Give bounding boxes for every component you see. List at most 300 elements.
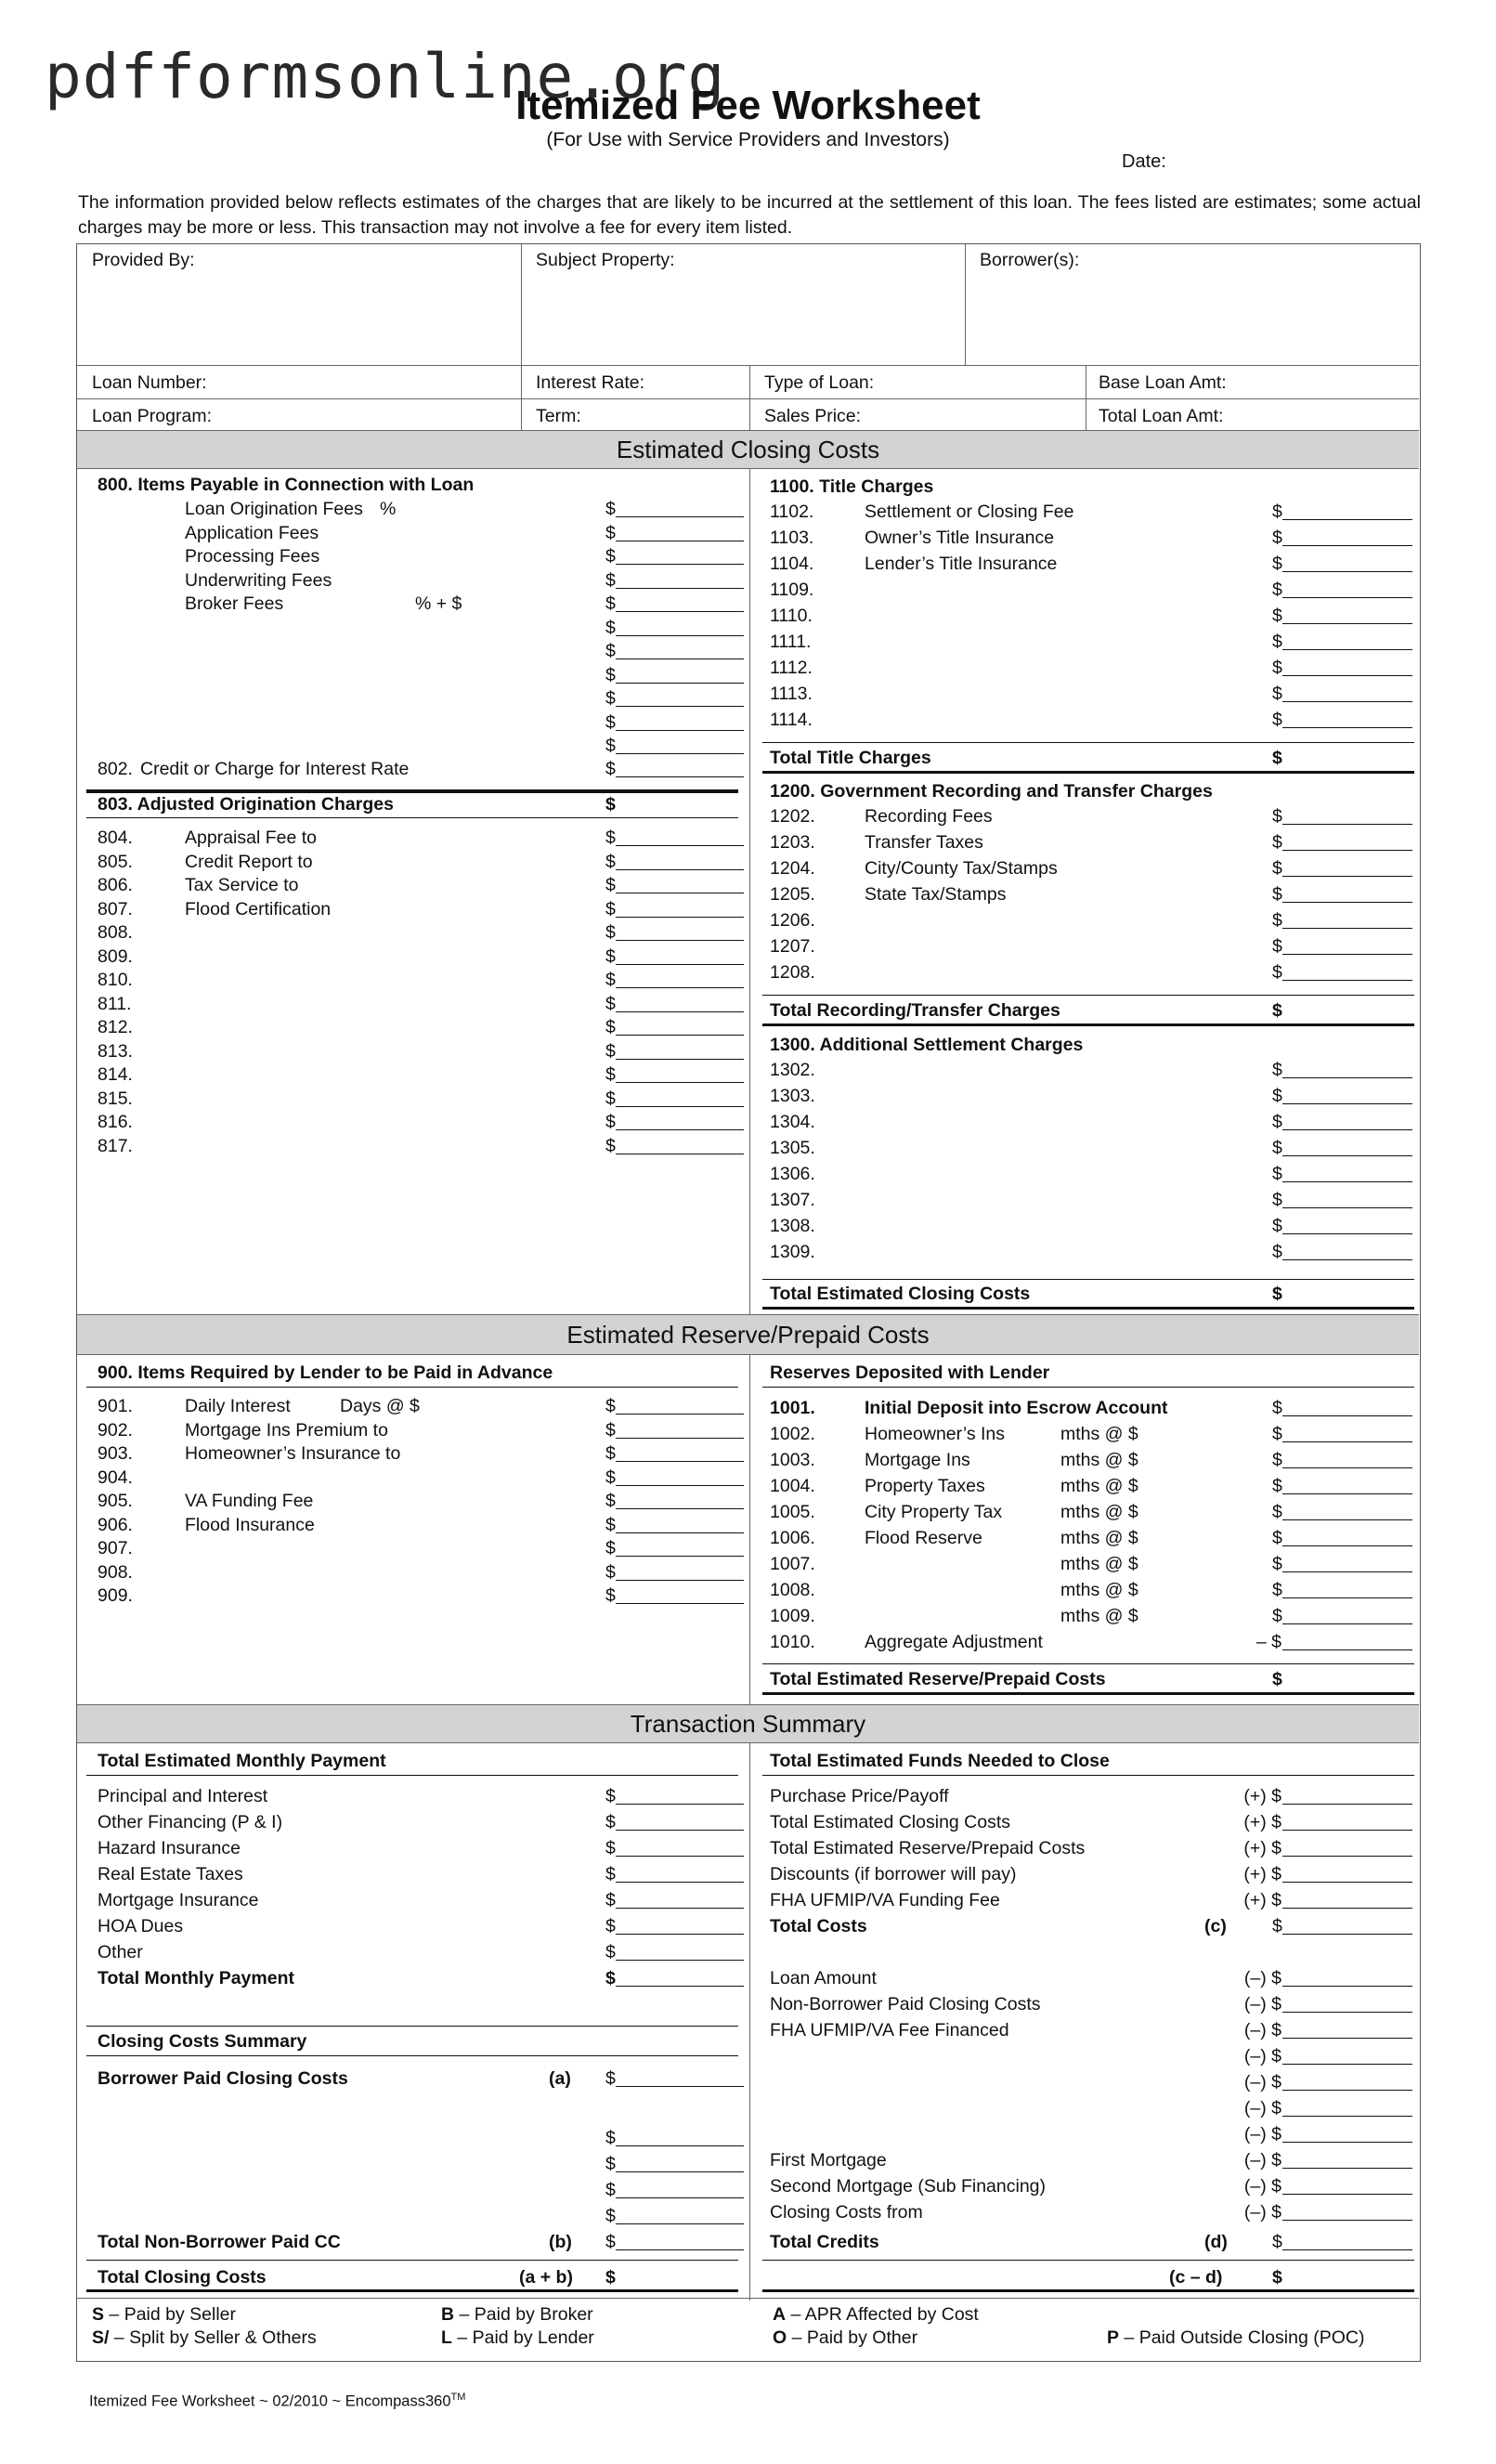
heading-1300: 1300. Additional Settlement Charges <box>770 1035 1084 1055</box>
amount-field[interactable] <box>616 940 744 941</box>
dollar-sign: $ <box>1272 1060 1282 1080</box>
item-number: 1001. <box>770 1398 815 1418</box>
amount-field[interactable] <box>1282 701 1412 702</box>
item-number: 1111. <box>770 632 812 652</box>
item-number: 808. <box>98 922 133 943</box>
dollar-sign: $ <box>605 970 616 990</box>
total-loan-amt-field[interactable]: Total Loan Amt: <box>1099 406 1224 426</box>
amount-field[interactable] <box>616 1508 744 1509</box>
dollar-sign: $ <box>605 2128 616 2148</box>
dollar-sign: $ <box>1272 1669 1282 1689</box>
item-label: Tax Service to <box>185 875 299 895</box>
dollar-sign: $ <box>1272 1190 1282 1210</box>
heading-funds: Total Estimated Funds Needed to Close <box>770 1751 1110 1771</box>
amount-field[interactable] <box>616 588 744 589</box>
dollar-sign: $ <box>605 1942 616 1962</box>
minus-dollar: (–) $ <box>1243 2046 1281 2066</box>
amount-field[interactable] <box>1282 1077 1412 1078</box>
legend-item: B – Paid by Broker <box>441 2304 593 2325</box>
item-label: State Tax/Stamps <box>865 884 1007 905</box>
item-label: Second Mortgage (Sub Financing) <box>770 2176 1047 2197</box>
dollar-sign: $ <box>605 522 616 543</box>
amount-field[interactable] <box>1282 1519 1412 1520</box>
divider-line <box>86 2026 738 2027</box>
amount-field[interactable] <box>1282 928 1412 929</box>
dollar-sign: $ <box>605 2068 616 2089</box>
heading-1200: 1200. Government Recording and Transfer Charges <box>770 781 1213 802</box>
item-number: 815. <box>98 1088 133 1109</box>
amount-field[interactable] <box>616 776 744 777</box>
amount-field[interactable] <box>1282 519 1412 520</box>
item-label: Mortgage Ins <box>865 1450 970 1470</box>
item-number: 1208. <box>770 962 815 983</box>
heading-1000: Reserves Deposited with Lender <box>770 1362 1050 1383</box>
item-label: Recording Fees <box>865 806 993 827</box>
amount-field[interactable] <box>616 2223 744 2224</box>
dollar-sign: $ <box>605 641 616 661</box>
divider-line <box>762 2260 1414 2261</box>
item-number: 1004. <box>770 1476 815 1496</box>
amount-field[interactable] <box>1282 2012 1412 2013</box>
amount-field[interactable] <box>616 1414 744 1415</box>
dollar-sign: $ <box>1272 1502 1282 1522</box>
item-label: Homeowner’s Insurance to <box>185 1443 401 1464</box>
item-number: 806. <box>98 875 133 895</box>
amount-field[interactable] <box>1282 902 1412 903</box>
item-number: 908. <box>98 1561 133 1583</box>
amount-field[interactable] <box>616 987 744 988</box>
amount-field[interactable] <box>1282 1129 1412 1130</box>
amount-field[interactable] <box>1282 2142 1412 2143</box>
amount-field[interactable] <box>616 564 744 565</box>
plus-dollar: (+) $ <box>1243 1786 1281 1806</box>
amount-field[interactable] <box>616 964 744 965</box>
amount-field[interactable] <box>1282 1493 1412 1494</box>
amount-field[interactable] <box>616 1082 744 1083</box>
amount-field[interactable] <box>1282 2249 1412 2250</box>
date-label: Date: <box>1122 151 1166 172</box>
item-label: First Mortgage <box>770 2150 887 2171</box>
dollar-sign: $ <box>605 1561 616 1583</box>
dollar-sign: $ <box>605 1864 616 1884</box>
amount-field[interactable] <box>1282 1934 1412 1935</box>
mths-label: mths @ $ <box>1060 1502 1138 1522</box>
divider-heavy <box>762 1692 1414 1695</box>
dollar-sign: $ <box>1272 832 1282 853</box>
mths-label: mths @ $ <box>1060 1554 1138 1574</box>
amount-field[interactable] <box>1282 1804 1412 1805</box>
dollar-sign: $ <box>605 2267 616 2288</box>
dollar-sign: $ <box>605 1491 616 1511</box>
divider-line <box>762 995 1414 996</box>
item-number: 1005. <box>770 1502 815 1522</box>
dollar-sign: $ <box>605 617 616 638</box>
dollar-sign: $ <box>605 1585 616 1606</box>
item-number: 1303. <box>770 1086 815 1106</box>
amount-field[interactable] <box>616 1035 744 1036</box>
dollar-sign: $ <box>605 1538 616 1558</box>
item-label: City/County Tax/Stamps <box>865 858 1058 879</box>
divider-heavy <box>762 1023 1414 1026</box>
dollar-sign: $ <box>605 2232 616 2252</box>
amount-field[interactable] <box>616 1438 744 1439</box>
item-number: 809. <box>98 945 133 967</box>
type-of-loan-field[interactable]: Type of Loan: <box>764 372 875 393</box>
amount-field[interactable] <box>616 1934 744 1935</box>
dollar-sign: $ <box>1272 684 1282 704</box>
base-loan-amt-field[interactable]: Base Loan Amt: <box>1099 372 1227 393</box>
amount-field[interactable] <box>616 1986 744 1987</box>
label-d: (d) <box>1204 2232 1228 2252</box>
amount-field[interactable] <box>616 1580 744 1581</box>
amount-field[interactable] <box>1282 623 1412 624</box>
dollar-sign: $ <box>605 1890 616 1910</box>
dollar-sign: $ <box>1272 1112 1282 1132</box>
amount-field[interactable] <box>616 1830 744 1831</box>
item-number: 807. <box>98 898 133 919</box>
dollar-sign: $ <box>1272 1284 1282 1304</box>
mths-label: mths @ $ <box>1060 1606 1138 1626</box>
heading-1100: 1100. Title Charges <box>770 476 934 497</box>
amount-field[interactable] <box>1282 2220 1412 2221</box>
item-number: 1305. <box>770 1138 815 1158</box>
dollar-sign: $ <box>1272 748 1282 768</box>
amount-field[interactable] <box>616 1461 744 1462</box>
amount-field[interactable] <box>1282 1259 1412 1260</box>
page-subtitle: (For Use with Service Providers and Investors) <box>546 129 950 150</box>
amount-field[interactable] <box>616 1804 744 1805</box>
item-label: FHA UFMIP/VA Funding Fee <box>770 1890 1000 1910</box>
dollar-sign: $ <box>605 664 616 685</box>
amount-field[interactable] <box>1282 954 1412 955</box>
dollar-sign: $ <box>605 499 616 519</box>
dollar-sign: $ <box>605 688 616 709</box>
worksheet-form <box>76 243 1421 2362</box>
item-number: 907. <box>98 1538 133 1558</box>
dollar-sign: $ <box>605 1135 616 1156</box>
amount-field[interactable] <box>1282 675 1412 676</box>
item-label: Non-Borrower Paid Closing Costs <box>770 1994 1041 2014</box>
divider-line <box>762 1387 1414 1388</box>
amount-field[interactable] <box>616 706 744 707</box>
item-label: Principal and Interest <box>98 1786 268 1806</box>
item-label: Purchase Price/Payoff <box>770 1786 949 1806</box>
heading-monthly: Total Estimated Monthly Payment <box>98 1751 386 1771</box>
item-label: Transfer Taxes <box>865 832 983 853</box>
amount-field[interactable] <box>1282 2116 1412 2117</box>
item-label: Flood Certification <box>185 898 332 919</box>
legend-item: L – Paid by Lender <box>441 2327 594 2348</box>
item-number: 909. <box>98 1585 133 1606</box>
item-800-label: Broker Fees <box>185 593 284 614</box>
heading-900: 900. Items Required by Lender to be Paid in Advance <box>98 1362 553 1383</box>
amount-field[interactable] <box>1282 850 1412 851</box>
legend-item: P – Paid Outside Closing (POC) <box>1107 2327 1365 2348</box>
dollar-sign: $ <box>605 1838 616 1858</box>
amount-field[interactable] <box>1282 727 1412 728</box>
amount-field[interactable] <box>1282 1233 1412 1234</box>
dollar-sign: $ <box>605 898 616 919</box>
dollar-sign: $ <box>605 593 616 614</box>
item-800-label: Application Fees <box>185 522 319 543</box>
item-number: 802. <box>98 759 133 779</box>
amount-field[interactable] <box>616 2249 744 2250</box>
amount-field[interactable] <box>1282 1830 1412 1831</box>
amount-field[interactable] <box>1282 1207 1412 1208</box>
total-recording-charges: Total Recording/Transfer Charges <box>770 1000 1060 1021</box>
item-label: Real Estate Taxes <box>98 1864 243 1884</box>
amount-field[interactable] <box>616 516 744 517</box>
amount-field[interactable] <box>616 845 744 846</box>
dollar-sign: $ <box>605 1112 616 1132</box>
item-label: Lender’s Title Insurance <box>865 554 1058 574</box>
amount-field[interactable] <box>1282 1545 1412 1546</box>
amount-field[interactable] <box>1282 649 1412 650</box>
loan-number-field[interactable]: Loan Number: <box>92 372 207 393</box>
amount-field[interactable] <box>1282 1882 1412 1883</box>
dollar-sign: $ <box>605 851 616 872</box>
item-800-label: Processing Fees <box>185 546 320 567</box>
amount-field[interactable] <box>616 2197 744 2198</box>
amount-field[interactable] <box>616 1556 744 1557</box>
amount-field[interactable] <box>1282 1415 1412 1416</box>
dollar-sign: $ <box>605 794 616 815</box>
loan-program-field[interactable]: Loan Program: <box>92 406 212 426</box>
amount-field[interactable] <box>1282 980 1412 981</box>
dollar-sign: $ <box>1272 806 1282 827</box>
sales-price-field[interactable]: Sales Price: <box>764 406 862 426</box>
legend-item: S/ – Split by Seller & Others <box>92 2327 317 2348</box>
item-label: Other Financing (P & I) <box>98 1812 283 1832</box>
amount-field[interactable] <box>616 1532 744 1533</box>
minus-dollar: (–) $ <box>1243 2150 1281 2171</box>
plus-dollar: (+) $ <box>1243 1890 1281 1910</box>
item-label: Credit Report to <box>185 851 313 872</box>
section-transaction-summary: Transaction Summary <box>77 1704 1419 1743</box>
item-number: 905. <box>98 1491 133 1511</box>
amount-field[interactable] <box>1282 1856 1412 1857</box>
amount-field[interactable] <box>1282 1623 1412 1624</box>
item-number: 1202. <box>770 806 815 827</box>
amount-field[interactable] <box>1282 1181 1412 1182</box>
amount-field[interactable] <box>616 683 744 684</box>
divider-heavy <box>86 2289 738 2292</box>
amount-field[interactable] <box>616 1882 744 1883</box>
amount-field[interactable] <box>1282 1571 1412 1572</box>
item-number: 804. <box>98 828 133 848</box>
amount-field[interactable] <box>1282 1908 1412 1909</box>
minus-dollar: (–) $ <box>1243 1968 1281 1988</box>
mths-label: mths @ $ <box>1060 1424 1138 1444</box>
amount-field[interactable] <box>616 730 744 731</box>
item-label: Mortgage Ins Premium to <box>185 1419 388 1441</box>
minus-dollar: (–) $ <box>1243 2124 1281 2145</box>
pct-label: % <box>380 499 397 519</box>
item-number: 902. <box>98 1419 133 1441</box>
dollar-sign: $ <box>1272 710 1282 730</box>
amount-field[interactable] <box>616 1856 744 1857</box>
item-number: 901. <box>98 1396 133 1416</box>
item-number: 1104. <box>770 554 814 574</box>
amount-field[interactable] <box>1282 571 1412 572</box>
item-number: 1304. <box>770 1112 815 1132</box>
item-number: 1010. <box>770 1632 815 1652</box>
minus-dollar: (–) $ <box>1243 2176 1281 2197</box>
divider-line <box>86 1775 738 1776</box>
item-number: 1102. <box>770 502 814 522</box>
amount-field[interactable] <box>1282 1155 1412 1156</box>
negative-dollar: – $ <box>1255 1632 1281 1652</box>
dollar-sign: $ <box>1272 2267 1282 2288</box>
dollar-sign: $ <box>1272 1450 1282 1470</box>
item-number: 1006. <box>770 1528 815 1548</box>
minus-dollar: (–) $ <box>1243 1994 1281 2014</box>
amount-field[interactable] <box>1282 2194 1412 2195</box>
amount-field[interactable] <box>1282 2064 1412 2065</box>
dollar-sign: $ <box>605 922 616 943</box>
heading-803: 803. Adjusted Origination Charges <box>98 794 394 815</box>
item-number: 816. <box>98 1112 133 1132</box>
pct-plus-label: % + $ <box>415 593 462 614</box>
dollar-sign: $ <box>1272 1528 1282 1548</box>
amount-field[interactable] <box>1282 1649 1412 1650</box>
amount-field[interactable] <box>616 753 744 754</box>
amount-field[interactable] <box>1282 2090 1412 2091</box>
item-number: 1110. <box>770 606 813 626</box>
dollar-sign: $ <box>605 1467 616 1488</box>
provided-by-field[interactable]: Provided By: <box>92 250 195 270</box>
item-number: 814. <box>98 1064 133 1085</box>
item-number: 1307. <box>770 1190 815 1210</box>
divider-heavy <box>86 790 738 793</box>
amount-field[interactable] <box>616 869 744 870</box>
amount-field[interactable] <box>1282 1103 1412 1104</box>
amount-field[interactable] <box>616 1908 744 1909</box>
item-label: Loan Amount <box>770 1968 877 1988</box>
item-number: 812. <box>98 1017 133 1037</box>
item-number: 1103. <box>770 528 814 548</box>
plus-dollar: (+) $ <box>1243 1864 1281 1884</box>
total-title-charges: Total Title Charges <box>770 748 931 768</box>
dollar-sign: $ <box>605 1812 616 1832</box>
item-number: 1204. <box>770 858 815 879</box>
amount-field[interactable] <box>1282 824 1412 825</box>
borrower-paid-cc: Borrower Paid Closing Costs <box>98 2068 348 2089</box>
dollar-sign: $ <box>1272 1138 1282 1158</box>
mths-label: mths @ $ <box>1060 1580 1138 1600</box>
amount-field[interactable] <box>616 1106 744 1107</box>
amount-field[interactable] <box>616 1059 744 1060</box>
amount-field[interactable] <box>1282 1467 1412 1468</box>
divider-line <box>86 1387 738 1388</box>
label-a: (a) <box>549 2068 571 2089</box>
amount-field[interactable] <box>616 2145 744 2146</box>
minus-dollar: (–) $ <box>1243 2098 1281 2119</box>
amount-field[interactable] <box>616 2171 744 2172</box>
item-number: 1308. <box>770 1216 815 1236</box>
amount-field[interactable] <box>1282 2168 1412 2169</box>
borrowers-field[interactable]: Borrower(s): <box>980 250 1080 270</box>
item-label: Hazard Insurance <box>98 1838 241 1858</box>
dollar-sign: $ <box>605 1064 616 1085</box>
item-800-label: Loan Origination Fees <box>185 499 363 519</box>
item-label: Total Estimated Reserve/Prepaid Costs <box>770 1838 1086 1858</box>
item-number: 1114. <box>770 710 813 730</box>
item-label: VA Funding Fee <box>185 1491 314 1511</box>
item-number: 1002. <box>770 1424 815 1444</box>
amount-field[interactable] <box>616 917 744 918</box>
amount-field[interactable] <box>616 658 744 659</box>
dollar-sign: $ <box>605 759 616 779</box>
amount-field[interactable] <box>616 1960 744 1961</box>
mths-label: mths @ $ <box>1060 1450 1138 1470</box>
item-label: Owner’s Title Insurance <box>865 528 1055 548</box>
legend-item: A – APR Affected by Cost <box>773 2304 979 2325</box>
term-field[interactable]: Term: <box>536 406 581 426</box>
item-number: 1205. <box>770 884 815 905</box>
item-number: 1206. <box>770 910 815 931</box>
dollar-sign: $ <box>1272 1606 1282 1626</box>
amount-field[interactable] <box>616 1011 744 1012</box>
item-label: Settlement or Closing Fee <box>865 502 1074 522</box>
subject-property-field[interactable]: Subject Property: <box>536 250 675 270</box>
amount-field[interactable] <box>616 1129 744 1130</box>
amount-field[interactable] <box>1282 1441 1412 1442</box>
amount-field[interactable] <box>1282 545 1412 546</box>
dollar-sign: $ <box>1272 858 1282 879</box>
amount-field[interactable] <box>1282 2038 1412 2039</box>
total-credits: Total Credits <box>770 2232 879 2252</box>
legend-item: O – Paid by Other <box>773 2327 918 2348</box>
interest-rate-field[interactable]: Interest Rate: <box>536 372 645 393</box>
item-802-label: Credit or Charge for Interest Rate <box>140 759 410 779</box>
dollar-sign: $ <box>605 993 616 1014</box>
dollar-sign: $ <box>605 2180 616 2200</box>
amount-field[interactable] <box>1282 1986 1412 1987</box>
item-label: Other <box>98 1942 143 1962</box>
item-label: Initial Deposit into Escrow Account <box>865 1398 1168 1418</box>
amount-field[interactable] <box>1282 597 1412 598</box>
item-number: 904. <box>98 1467 133 1488</box>
amount-field[interactable] <box>616 1485 744 1486</box>
amount-field[interactable] <box>616 1603 744 1604</box>
amount-field[interactable] <box>1282 1597 1412 1598</box>
dollar-sign: $ <box>1272 632 1282 652</box>
dollar-sign: $ <box>605 736 616 756</box>
amount-field[interactable] <box>616 2086 744 2087</box>
item-label: Aggregate Adjustment <box>865 1632 1043 1652</box>
item-number: 1309. <box>770 1242 815 1262</box>
label-ab: (a + b) <box>519 2267 573 2288</box>
dollar-sign: $ <box>605 1419 616 1441</box>
item-number: 805. <box>98 851 133 872</box>
item-number: 903. <box>98 1443 133 1464</box>
amount-field[interactable] <box>616 635 744 636</box>
item-800-label: Underwriting Fees <box>185 569 332 591</box>
dollar-sign: $ <box>1272 2232 1282 2252</box>
dollar-sign: $ <box>605 711 616 733</box>
item-number: 813. <box>98 1040 133 1062</box>
amount-field[interactable] <box>616 611 744 612</box>
item-number: 810. <box>98 970 133 990</box>
amount-field[interactable] <box>1282 876 1412 877</box>
item-number: 1302. <box>770 1060 815 1080</box>
dollar-sign: $ <box>605 1968 616 1988</box>
item-number: 1203. <box>770 832 815 853</box>
watermark: pdfformsonline.org <box>45 41 726 112</box>
total-reserve-prepaid: Total Estimated Reserve/Prepaid Costs <box>770 1669 1106 1689</box>
dollar-sign: $ <box>605 1396 616 1416</box>
